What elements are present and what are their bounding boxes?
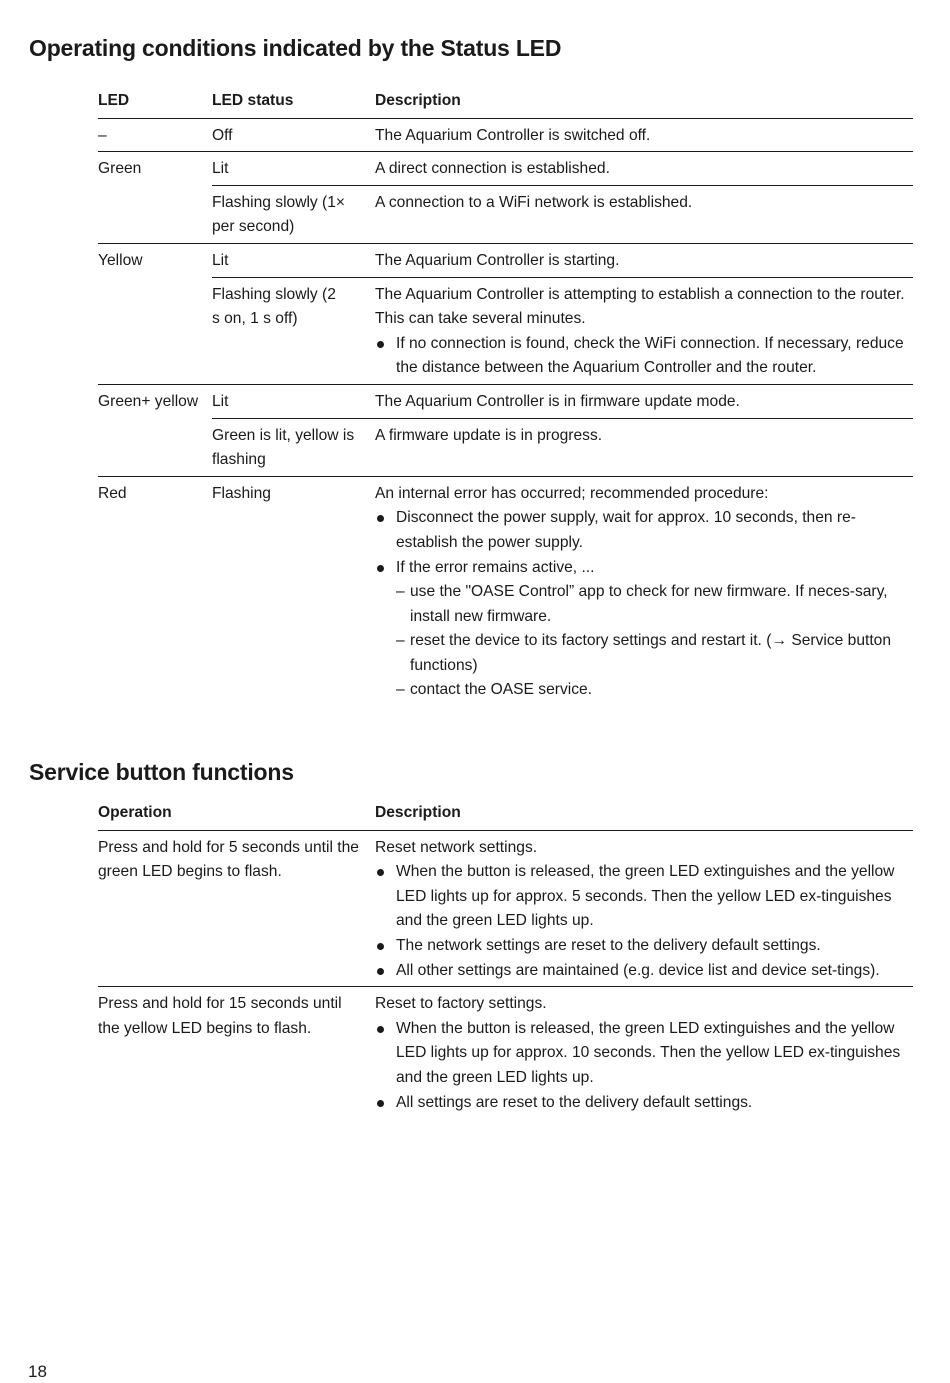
- sub-list-item: – use the "OASE Control” app to check for new firmware. If neces-sary, install new firmware.: [396, 580, 913, 629]
- table-row: [98, 277, 913, 384]
- led-cell: Yellow: [98, 243, 212, 384]
- status-cell: Flashing: [212, 476, 375, 706]
- description-cell: [375, 476, 913, 706]
- status-cell: Lit: [212, 152, 375, 186]
- list-item: The network settings are reset to the delivery default settings.: [375, 934, 913, 959]
- bullet-list: [375, 1017, 913, 1115]
- status-cell: [212, 185, 375, 243]
- table-row: [98, 476, 913, 706]
- description-cell: [375, 277, 913, 384]
- sub-bullet-list: [396, 580, 913, 703]
- bullet-list: [375, 332, 913, 381]
- operation-cell: Press and hold for 15 seconds until the yellow LED begins to flash.: [98, 987, 375, 1118]
- status-led-table: [98, 89, 913, 706]
- sub-list-item: – reset the device to its factory settings and restart it. (→ Service button functions): [396, 629, 913, 678]
- status-cell: Lit: [212, 243, 375, 277]
- description-text: The Aquarium Controller is attempting to establish a connection to the router. This can take several minutes.: [375, 285, 905, 328]
- description-cell: [375, 830, 913, 987]
- table-row: [98, 185, 913, 243]
- header-led-status: LED status: [212, 92, 294, 109]
- table-header-row: [98, 801, 913, 830]
- bullet-list: [375, 506, 913, 703]
- table-row: [98, 384, 913, 418]
- list-item: All settings are reset to the delivery default settings.: [375, 1091, 913, 1116]
- description-cell: A firmware update is in progress.: [375, 418, 913, 476]
- table-row: [98, 243, 913, 277]
- status-text: Flashing slowly (1× per second): [212, 193, 346, 236]
- table-row: [98, 152, 913, 186]
- header-led: LED: [98, 92, 130, 109]
- table-header-row: [98, 89, 913, 118]
- list-item: When the button is released, the green LED extinguishes and the yellow LED lights up for approx. 5 seconds. Then the yellow LED ex-tinguishes and the green LED lights up.: [375, 860, 913, 934]
- table-row: [98, 118, 913, 152]
- list-item: If no connection is found, check the WiFi connection. If necessary, reduce the distance between the Aquarium Controller and the router.: [375, 332, 913, 381]
- description-text: An internal error has occurred; recommended procedure:: [375, 484, 769, 502]
- status-cell: Off: [212, 126, 233, 144]
- led-cell: Red: [98, 476, 212, 706]
- table-row: [98, 987, 913, 1118]
- service-button-table: [98, 801, 913, 1118]
- led-cell: –: [98, 126, 107, 144]
- description-cell: The Aquarium Controller is starting.: [375, 243, 913, 277]
- sub-list-item: – contact the OASE service.: [396, 678, 913, 703]
- description-cell: A direct connection is established.: [375, 152, 913, 186]
- list-item: When the button is released, the green LED extinguishes and the yellow LED lights up for approx. 10 seconds. Then the yellow LED ex-tinguishes and the green LED lights up.: [375, 1017, 913, 1091]
- header-description: Description: [375, 92, 461, 109]
- page-number: 18: [28, 1362, 47, 1381]
- status-led-heading: Operating conditions indicated by the Status LED: [29, 35, 562, 61]
- header-operation: Operation: [98, 804, 172, 821]
- table-row: [98, 418, 913, 476]
- list-item: [375, 556, 913, 704]
- table-row: [98, 830, 913, 987]
- led-cell: Green: [98, 152, 212, 244]
- status-cell: Green is lit, yellow is flashing: [212, 418, 375, 476]
- status-text: Flashing slowly (2 s on, 1 s off): [212, 285, 336, 328]
- description-cell: A connection to a WiFi network is established.: [375, 185, 913, 243]
- description-cell: [375, 987, 913, 1118]
- service-button-heading: Service button functions: [29, 759, 294, 785]
- description-cell: The Aquarium Controller is switched off.: [375, 126, 651, 144]
- list-item-text: If the error remains active, ...: [396, 558, 595, 576]
- led-cell: Green+ yellow: [98, 384, 212, 476]
- status-cell: Lit: [212, 384, 375, 418]
- description-text: Reset network settings.: [375, 838, 538, 856]
- list-item: All other settings are maintained (e.g. device list and device set-tings).: [375, 959, 913, 984]
- status-cell: [212, 277, 375, 384]
- bullet-list: [375, 860, 913, 983]
- list-item: Disconnect the power supply, wait for approx. 10 seconds, then re-establish the power supply.: [375, 506, 913, 555]
- header-description: Description: [375, 804, 461, 821]
- operation-cell: Press and hold for 5 seconds until the green LED begins to flash.: [98, 838, 359, 881]
- description-text: Reset to factory settings.: [375, 995, 547, 1013]
- description-cell: The Aquarium Controller is in firmware update mode.: [375, 384, 913, 418]
